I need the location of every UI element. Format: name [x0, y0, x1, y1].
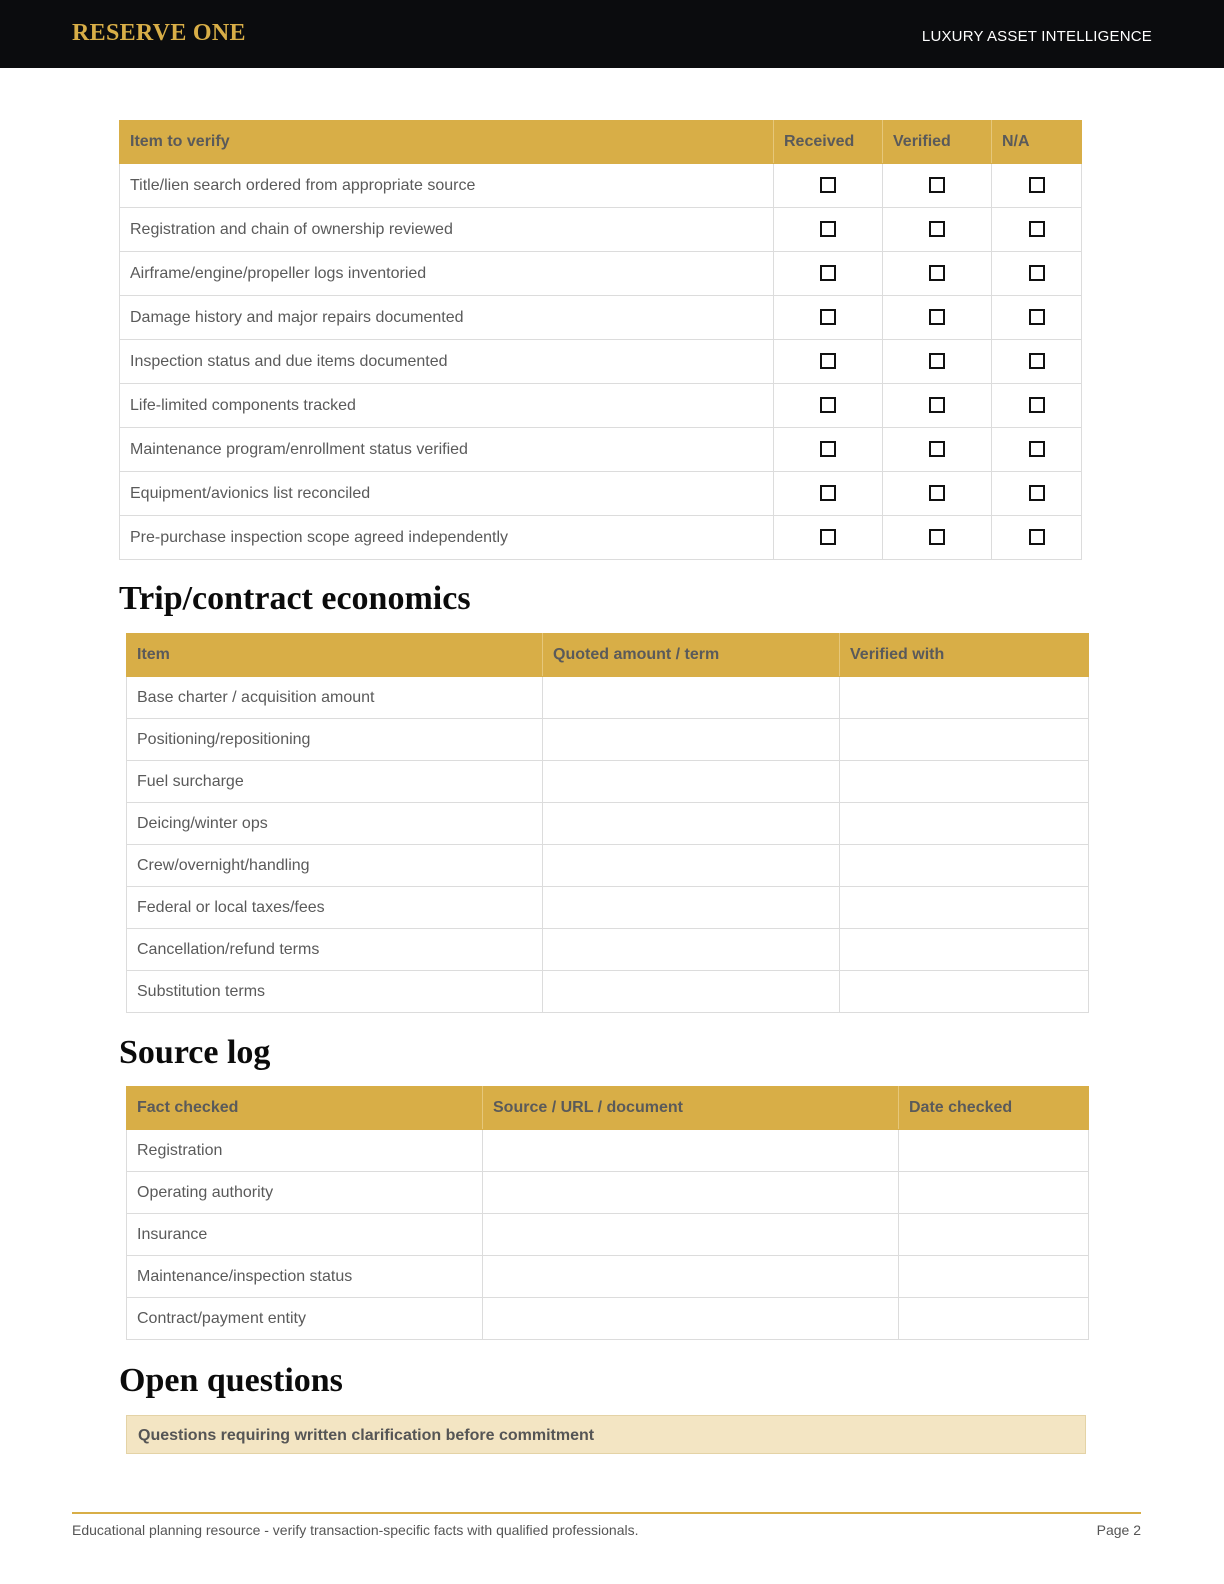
- verified-checkbox[interactable]: [929, 177, 945, 193]
- checkbox-cell: [774, 296, 883, 340]
- checkbox-cell: [883, 340, 992, 384]
- table-row: [120, 428, 1082, 472]
- verified-checkbox[interactable]: [929, 441, 945, 457]
- table-row: [127, 761, 1089, 803]
- item-cell: Airframe/engine/propeller logs inventoried: [120, 252, 774, 296]
- table-row: [127, 677, 1089, 719]
- column-header: Received: [774, 121, 883, 164]
- na-checkbox[interactable]: [1029, 441, 1045, 457]
- checkbox-cell: [883, 208, 992, 252]
- item-cell: Registration and chain of ownership reviewed: [120, 208, 774, 252]
- item-cell: Federal or local taxes/fees: [127, 887, 543, 929]
- table-row: [127, 929, 1089, 971]
- received-checkbox[interactable]: [820, 265, 836, 281]
- table-header-row: [127, 1087, 1089, 1130]
- item-cell: Contract/payment entity: [127, 1298, 483, 1340]
- footer-disclaimer: Educational planning resource - verify transaction-specific facts with qualified professionals.: [72, 1522, 639, 1538]
- checkbox-cell: [774, 428, 883, 472]
- quoted-amount-cell[interactable]: [543, 845, 840, 887]
- date-checked-cell[interactable]: [899, 1172, 1089, 1214]
- checkbox-cell: [774, 384, 883, 428]
- table-row: [120, 296, 1082, 340]
- quoted-amount-cell[interactable]: [543, 761, 840, 803]
- checkbox-cell: [774, 340, 883, 384]
- table-header-row: [120, 121, 1082, 164]
- verified-checkbox[interactable]: [929, 353, 945, 369]
- source-cell[interactable]: [483, 1130, 899, 1172]
- table-row: [127, 1172, 1089, 1214]
- checkbox-cell: [774, 516, 883, 560]
- received-checkbox[interactable]: [820, 441, 836, 457]
- column-header: Item to verify: [120, 121, 774, 164]
- source-log-table: [126, 1086, 1089, 1340]
- verified-checkbox[interactable]: [929, 485, 945, 501]
- quoted-amount-cell[interactable]: [543, 677, 840, 719]
- received-checkbox[interactable]: [820, 397, 836, 413]
- item-cell: Crew/overnight/handling: [127, 845, 543, 887]
- checkbox-cell: [883, 296, 992, 340]
- checkbox-cell: [992, 164, 1082, 208]
- received-checkbox[interactable]: [820, 353, 836, 369]
- checkbox-cell: [992, 340, 1082, 384]
- received-checkbox[interactable]: [820, 177, 836, 193]
- quoted-amount-cell[interactable]: [543, 719, 840, 761]
- item-cell: Operating authority: [127, 1172, 483, 1214]
- checkbox-cell: [992, 384, 1082, 428]
- source-cell[interactable]: [483, 1214, 899, 1256]
- item-cell: Base charter / acquisition amount: [127, 677, 543, 719]
- received-checkbox[interactable]: [820, 485, 836, 501]
- table-row: [120, 472, 1082, 516]
- source-cell[interactable]: [483, 1298, 899, 1340]
- received-checkbox[interactable]: [820, 221, 836, 237]
- page-number: Page 2: [1096, 1522, 1141, 1538]
- table-row: [120, 516, 1082, 560]
- na-checkbox[interactable]: [1029, 485, 1045, 501]
- verified-checkbox[interactable]: [929, 397, 945, 413]
- brand-logo: RESERVE ONE: [72, 20, 246, 46]
- checkbox-cell: [883, 516, 992, 560]
- table-row: [120, 252, 1082, 296]
- column-header: Quoted amount / term: [543, 634, 840, 677]
- verified-with-cell[interactable]: [840, 761, 1089, 803]
- verified-checkbox[interactable]: [929, 529, 945, 545]
- table-row: [120, 164, 1082, 208]
- table-row: [127, 887, 1089, 929]
- table-row: [127, 1130, 1089, 1172]
- item-cell: Insurance: [127, 1214, 483, 1256]
- quoted-amount-cell[interactable]: [543, 929, 840, 971]
- verified-checkbox[interactable]: [929, 265, 945, 281]
- item-cell: Pre-purchase inspection scope agreed independently: [120, 516, 774, 560]
- received-checkbox[interactable]: [820, 529, 836, 545]
- column-header: N/A: [992, 121, 1082, 164]
- column-header: Date checked: [899, 1087, 1089, 1130]
- checkbox-cell: [992, 296, 1082, 340]
- verified-with-cell[interactable]: [840, 887, 1089, 929]
- item-cell: Deicing/winter ops: [127, 803, 543, 845]
- verified-with-cell[interactable]: [840, 929, 1089, 971]
- table-row: [120, 208, 1082, 252]
- checkbox-cell: [992, 252, 1082, 296]
- checkbox-cell: [992, 472, 1082, 516]
- item-cell: Inspection status and due items documented: [120, 340, 774, 384]
- item-cell: Cancellation/refund terms: [127, 929, 543, 971]
- verified-with-cell[interactable]: [840, 677, 1089, 719]
- item-cell: Title/lien search ordered from appropriate source: [120, 164, 774, 208]
- checkbox-cell: [992, 208, 1082, 252]
- date-checked-cell[interactable]: [899, 1256, 1089, 1298]
- section-title-economics: Trip/contract economics: [119, 580, 471, 617]
- na-checkbox[interactable]: [1029, 529, 1045, 545]
- checkbox-cell: [883, 472, 992, 516]
- checkbox-cell: [883, 384, 992, 428]
- open-questions-box: Questions requiring written clarification before commitment: [126, 1415, 1086, 1454]
- header-bar: [0, 0, 1224, 68]
- table-row: [120, 340, 1082, 384]
- na-checkbox[interactable]: [1029, 265, 1045, 281]
- verified-with-cell[interactable]: [840, 719, 1089, 761]
- verified-with-cell[interactable]: [840, 971, 1089, 1013]
- checkbox-cell: [992, 516, 1082, 560]
- table-row: [120, 384, 1082, 428]
- item-cell: Fuel surcharge: [127, 761, 543, 803]
- source-cell[interactable]: [483, 1172, 899, 1214]
- na-checkbox[interactable]: [1029, 353, 1045, 369]
- table-row: [127, 1298, 1089, 1340]
- footer-divider: [72, 1512, 1141, 1514]
- item-cell: Damage history and major repairs documented: [120, 296, 774, 340]
- item-cell: Equipment/avionics list reconciled: [120, 472, 774, 516]
- quoted-amount-cell[interactable]: [543, 971, 840, 1013]
- checkbox-cell: [774, 472, 883, 516]
- date-checked-cell[interactable]: [899, 1298, 1089, 1340]
- table-header-row: [127, 634, 1089, 677]
- na-checkbox[interactable]: [1029, 221, 1045, 237]
- na-checkbox[interactable]: [1029, 397, 1045, 413]
- table-row: [127, 1214, 1089, 1256]
- header-tagline: LUXURY ASSET INTELLIGENCE: [921, 28, 1152, 45]
- column-header: Verified: [883, 121, 992, 164]
- na-checkbox[interactable]: [1029, 309, 1045, 325]
- checkbox-cell: [774, 252, 883, 296]
- column-header: Fact checked: [127, 1087, 483, 1130]
- quoted-amount-cell[interactable]: [543, 803, 840, 845]
- item-cell: Substitution terms: [127, 971, 543, 1013]
- table-row: [127, 719, 1089, 761]
- section-title-source-log: Source log: [119, 1034, 271, 1071]
- verified-checkbox[interactable]: [929, 309, 945, 325]
- checkbox-cell: [883, 252, 992, 296]
- item-cell: Registration: [127, 1130, 483, 1172]
- item-cell: Positioning/repositioning: [127, 719, 543, 761]
- verified-with-cell[interactable]: [840, 845, 1089, 887]
- item-cell: Maintenance/inspection status: [127, 1256, 483, 1298]
- checkbox-cell: [774, 164, 883, 208]
- column-header: Item: [127, 634, 543, 677]
- quoted-amount-cell[interactable]: [543, 887, 840, 929]
- checkbox-cell: [883, 164, 992, 208]
- item-cell: Life-limited components tracked: [120, 384, 774, 428]
- table-row: [127, 845, 1089, 887]
- economics-table: [126, 633, 1089, 1013]
- checkbox-cell: [883, 428, 992, 472]
- table-row: [127, 1256, 1089, 1298]
- item-cell: Maintenance program/enrollment status verified: [120, 428, 774, 472]
- verified-checkbox[interactable]: [929, 221, 945, 237]
- verification-table: [119, 120, 1082, 560]
- date-checked-cell[interactable]: [899, 1130, 1089, 1172]
- checkbox-cell: [992, 428, 1082, 472]
- received-checkbox[interactable]: [820, 309, 836, 325]
- na-checkbox[interactable]: [1029, 177, 1045, 193]
- table-row: [127, 803, 1089, 845]
- source-cell[interactable]: [483, 1256, 899, 1298]
- section-title-open-questions: Open questions: [119, 1362, 343, 1399]
- date-checked-cell[interactable]: [899, 1214, 1089, 1256]
- verified-with-cell[interactable]: [840, 803, 1089, 845]
- checkbox-cell: [774, 208, 883, 252]
- table-row: [127, 971, 1089, 1013]
- column-header: Verified with: [840, 634, 1089, 677]
- column-header: Source / URL / document: [483, 1087, 899, 1130]
